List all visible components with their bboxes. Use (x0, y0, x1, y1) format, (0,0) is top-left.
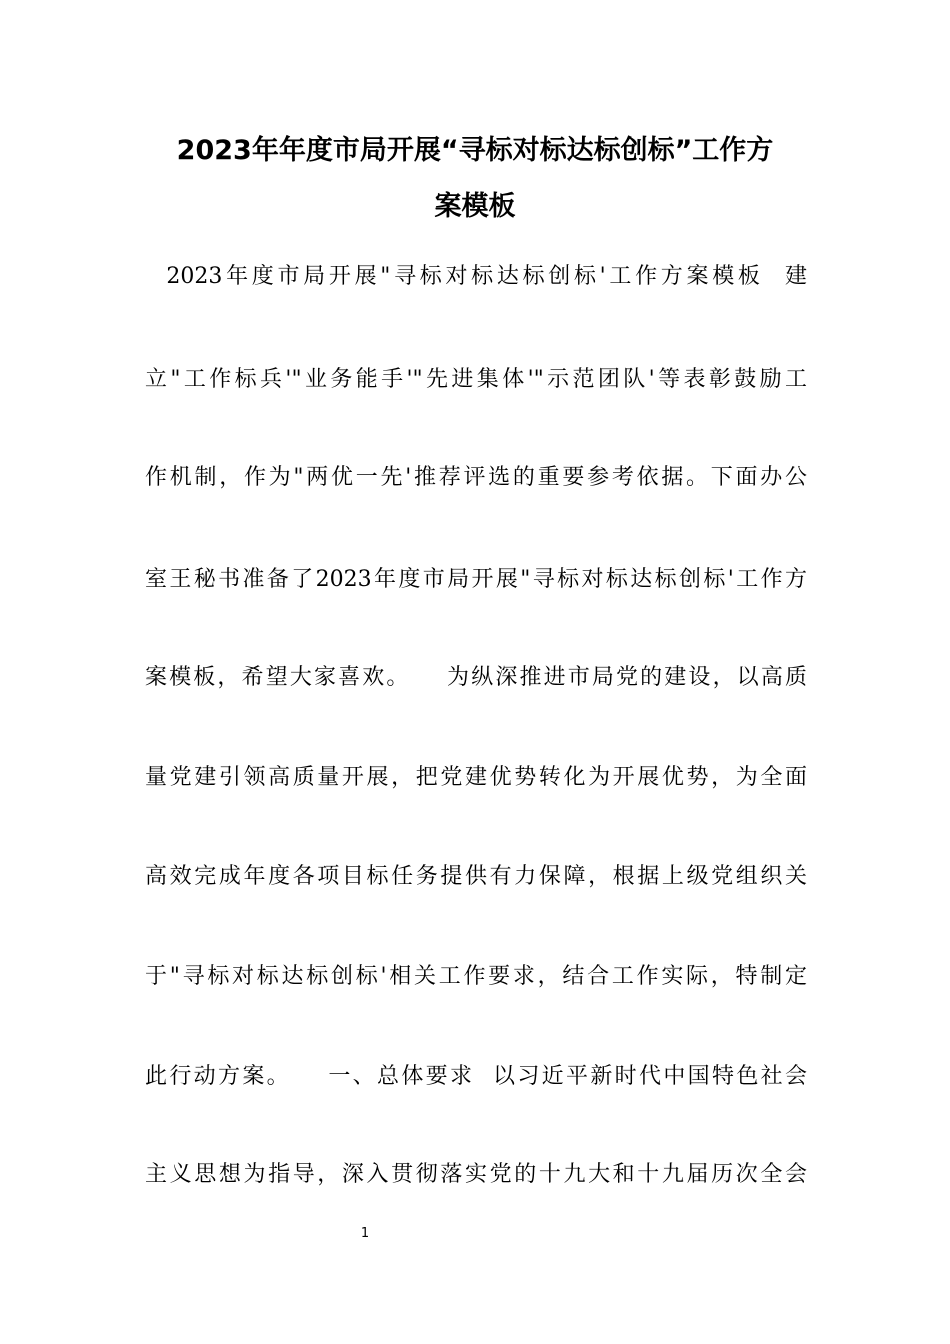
document-title-line-2: 案模板 (434, 191, 516, 222)
body-line-2: 立"工作标兵'"业务能手'"先进集体'"示范团队'等表彰鼓励工 (145, 367, 807, 392)
body-line-3: 作机制，作为"两优一先'推荐评选的重要参考依据。下面办公 (145, 465, 807, 490)
body-line-9: 此行动方案。 一、总体要求 以习近平新时代中国特色社会 (145, 1064, 807, 1089)
body-line-1: 2023年度市局开展"寻标对标达标创标'工作方案模板 建 (145, 264, 807, 289)
body-line-7: 高效完成年度各项目标任务提供有力保障，根据上级党组织关 (145, 864, 807, 889)
body-line-8: 于"寻标对标达标创标'相关工作要求，结合工作实际，特制定 (145, 964, 807, 989)
body-line-4: 室王秘书准备了2023年度市局开展"寻标对标达标创标'工作方 (145, 567, 807, 592)
document-title-line-1: 2023年年度市局开展“寻标对标达标创标”工作方 (176, 135, 774, 166)
body-line-5: 案模板，希望大家喜欢。 为纵深推进市局党的建设，以高质 (145, 665, 807, 690)
body-line-6: 量党建引领高质量开展，把党建优势转化为开展优势，为全面 (145, 765, 807, 790)
page-number: 1 (360, 1226, 370, 1241)
body-line-10: 主义思想为指导，深入贯彻落实党的十九大和十九届历次全会 (145, 1162, 807, 1187)
